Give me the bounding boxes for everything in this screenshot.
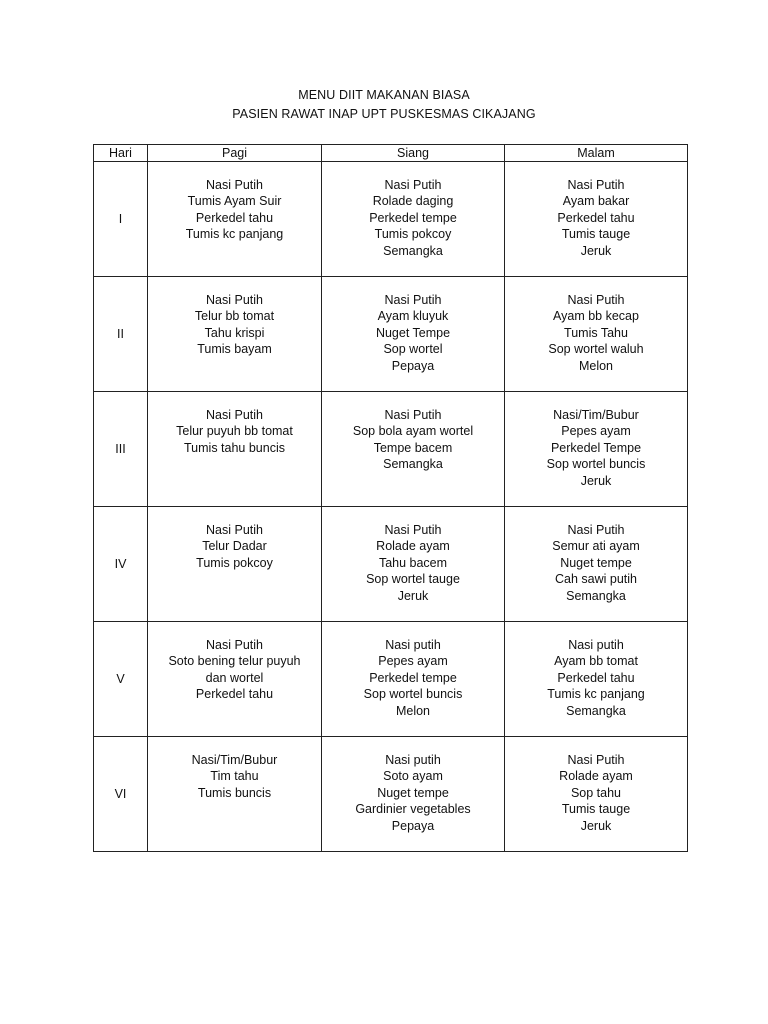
menu-item: Nasi Putih (384, 408, 442, 422)
menu-item: Cah sawi putih (555, 572, 637, 587)
menu-item: Telur puyuh bb tomat (176, 424, 293, 439)
table-row (94, 162, 688, 277)
pagi-menu-list (148, 622, 321, 703)
menu-item: Tumis tauge (561, 802, 631, 817)
menu-item: Tumis pokcoy (196, 555, 273, 570)
siang-menu-list (322, 277, 504, 374)
menu-item: Melon (578, 358, 614, 373)
header-row (94, 145, 688, 162)
malam-cell (505, 162, 688, 277)
pagi-menu-list (148, 162, 321, 243)
menu-item: Ayam kluyuk (377, 309, 449, 324)
menu-item: Semangka (383, 243, 443, 258)
day-cell: II (94, 277, 148, 392)
menu-body (94, 162, 688, 852)
menu-item: Ayam bb tomat (554, 654, 638, 669)
menu-item: Ayam bb kecap (553, 309, 639, 324)
menu-item: Nasi Putih (206, 638, 263, 652)
menu-item: Tumis bayam (197, 342, 272, 357)
menu-item: Nasi putih (385, 753, 441, 767)
malam-menu-list (505, 622, 687, 719)
menu-item: Pepaya (391, 818, 435, 833)
menu-item: Tahu krispi (204, 325, 265, 340)
menu-item: Nasi Putih (567, 178, 625, 192)
menu-item: Nuget tempe (560, 555, 632, 570)
pagi-cell (148, 507, 322, 622)
menu-item: Nasi Putih (384, 178, 442, 192)
menu-item: Nasi Putih (567, 523, 625, 537)
siang-menu-list (322, 737, 504, 834)
table-row (94, 507, 688, 622)
menu-item: Tumis pokcoy (374, 227, 452, 242)
menu-item: Tumis tahu buncis (184, 440, 285, 455)
header-hari: Hari (94, 145, 148, 162)
siang-cell (322, 392, 505, 507)
menu-item: Semur ati ayam (552, 539, 640, 554)
siang-cell (322, 507, 505, 622)
pagi-menu-list (148, 507, 321, 571)
table-row (94, 622, 688, 737)
document-title: MENU DIIT MAKANAN BIASA (298, 88, 470, 102)
menu-item: Nuget Tempe (375, 325, 451, 340)
malam-menu-list (505, 392, 687, 489)
menu-item: Pepes ayam (378, 654, 448, 669)
menu-item: Sop wortel (383, 342, 443, 357)
menu-item: Rolade ayam (376, 539, 450, 554)
menu-item: Tumis kc panjang (547, 687, 645, 702)
menu-item: Ayam bakar (562, 194, 630, 209)
menu-item: Nasi Putih (206, 523, 263, 537)
menu-item: Nasi putih (385, 638, 441, 652)
pagi-menu-list (148, 277, 321, 358)
menu-item: Jeruk (580, 473, 612, 488)
menu-item: Nasi/Tim/Bubur (191, 753, 278, 767)
pagi-cell (148, 392, 322, 507)
menu-item: Perkedel tempe (369, 210, 457, 225)
day-cell: III (94, 392, 148, 507)
menu-item: Telur bb tomat (194, 309, 275, 324)
day-cell: I (94, 162, 148, 277)
menu-item: Sop wortel waluh (548, 342, 644, 357)
menu-item: Perkedel tahu (557, 210, 635, 225)
menu-item: Tumis buncis (197, 785, 272, 800)
menu-item: Tumis kc panjang (185, 227, 284, 242)
menu-table (93, 144, 688, 852)
menu-item: Rolade ayam (559, 769, 633, 784)
menu-item: Nasi Putih (567, 753, 625, 767)
menu-item: Soto ayam (383, 769, 443, 784)
menu-item: Rolade daging (372, 194, 454, 209)
menu-item: Perkedel tahu (557, 670, 635, 685)
menu-item: Nasi/Tim/Bubur (553, 408, 639, 422)
malam-cell (505, 737, 688, 852)
menu-item: Pepaya (391, 358, 435, 373)
header-pagi: Pagi (148, 145, 322, 162)
day-cell: V (94, 622, 148, 737)
menu-item: Tumis Ayam Suir (187, 194, 282, 209)
menu-item: Sop wortel buncis (363, 687, 463, 702)
menu-item: Soto bening telur puyuh (168, 654, 301, 669)
malam-menu-list (505, 162, 687, 259)
menu-item: Nasi Putih (206, 178, 263, 192)
pagi-menu-list (148, 392, 321, 456)
menu-item: Tumis Tahu (564, 325, 628, 340)
pagi-menu-list (148, 737, 321, 801)
day-cell: IV (94, 507, 148, 622)
table-row (94, 277, 688, 392)
menu-item: Sop bola ayam wortel (352, 424, 474, 439)
siang-menu-list (322, 622, 504, 719)
malam-cell (505, 277, 688, 392)
menu-item: Sop wortel tauge (366, 572, 460, 587)
header-siang: Siang (322, 145, 505, 162)
menu-item: Nasi Putih (567, 293, 625, 307)
menu-item: Tumis tauge (561, 227, 631, 242)
menu-item: Semangka (383, 457, 443, 472)
menu-item: Melon (395, 703, 431, 718)
day-cell: VI (94, 737, 148, 852)
table-row (94, 392, 688, 507)
menu-item: Nuget tempe (377, 785, 449, 800)
pagi-cell (148, 737, 322, 852)
document-subtitle: PASIEN RAWAT INAP UPT PUSKESMAS CIKAJANG (232, 107, 536, 121)
siang-cell (322, 622, 505, 737)
menu-item: Nasi Putih (384, 523, 442, 537)
menu-item: Tempe bacem (373, 440, 453, 455)
menu-item: Gardinier vegetables (355, 802, 471, 817)
menu-item: Nasi Putih (384, 293, 442, 307)
siang-menu-list (322, 507, 504, 604)
menu-item: Nasi Putih (206, 293, 263, 307)
header-malam: Malam (505, 145, 688, 162)
menu-item: Nasi putih (568, 638, 624, 652)
malam-menu-list (505, 277, 687, 374)
menu-item: Jeruk (397, 588, 429, 603)
menu-item: Jeruk (580, 818, 612, 833)
menu-item: Jeruk (580, 243, 612, 258)
siang-cell (322, 162, 505, 277)
malam-cell (505, 392, 688, 507)
menu-item: Nasi Putih (206, 408, 263, 422)
menu-item: Telur Dadar (202, 539, 267, 554)
menu-item: Sop tahu (570, 785, 622, 800)
pagi-cell (148, 277, 322, 392)
menu-item: Perkedel tempe (369, 670, 457, 685)
pagi-cell (148, 162, 322, 277)
siang-menu-list (322, 162, 504, 259)
siang-cell (322, 277, 505, 392)
malam-cell (505, 507, 688, 622)
menu-item: Perkedel Tempe (550, 440, 642, 455)
menu-item: Tahu bacem (378, 555, 448, 570)
malam-menu-list (505, 507, 687, 604)
menu-item: dan wortel (205, 670, 264, 685)
siang-cell (322, 737, 505, 852)
malam-cell (505, 622, 688, 737)
pagi-cell (148, 622, 322, 737)
menu-item: Semangka (566, 588, 626, 603)
menu-item: Sop wortel buncis (546, 457, 646, 472)
menu-item: Pepes ayam (561, 424, 631, 439)
malam-menu-list (505, 737, 687, 834)
siang-menu-list (322, 392, 504, 473)
menu-item: Semangka (566, 703, 626, 718)
menu-item: Perkedel tahu (195, 687, 274, 702)
menu-item: Perkedel tahu (195, 210, 274, 225)
table-row (94, 737, 688, 852)
menu-item: Tim tahu (210, 769, 259, 784)
